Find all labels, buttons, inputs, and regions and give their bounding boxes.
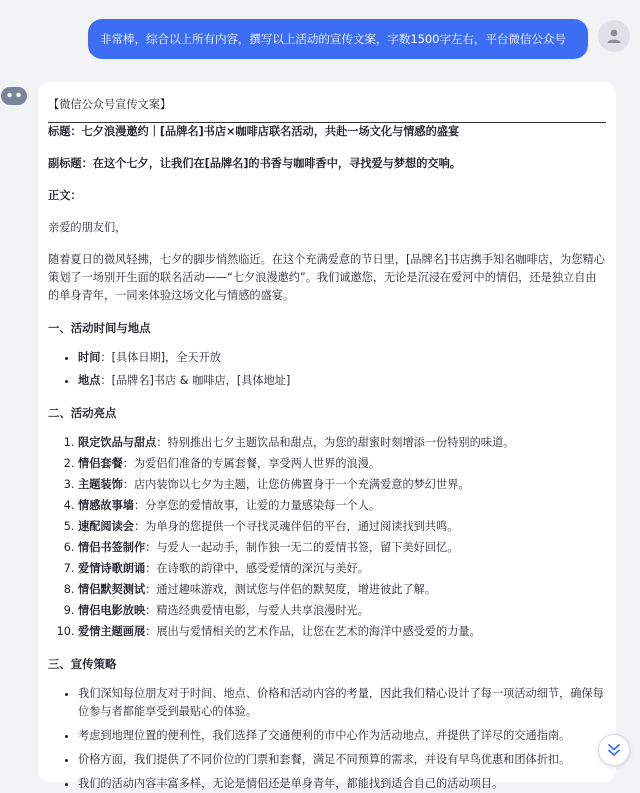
list-item	[78, 602, 606, 620]
item-term: 限定饮品与甜点	[78, 436, 157, 449]
item-text: ：店内装饰以七夕为主题，让您仿佛置身于一个充满爱意的梦幻世界。	[122, 478, 470, 491]
item-term: 爱情主题画展	[78, 625, 146, 638]
item-term: 时间	[78, 351, 101, 364]
body-label: 正文：	[48, 189, 82, 202]
section-heading-highlights: 二、活动亮点	[48, 406, 117, 420]
list-item	[78, 434, 606, 452]
item-text: ：通过趣味游戏，测试您与伴侣的默契度，增进彼此了解。	[145, 583, 437, 596]
title-text: 七夕浪漫邀约｜[品牌名]书店×咖啡店联名活动，共赴一场文化与情感的盛宴	[81, 125, 460, 138]
item-term: 主题装饰	[78, 478, 123, 491]
item-term: 情侣电影放映	[78, 604, 146, 617]
item-text: ：特别推出七夕主题饮品和甜点，为您的甜蜜时刻增添一份特别的味道。	[156, 436, 515, 449]
item-term: 地点	[78, 374, 101, 387]
list-item	[78, 455, 606, 473]
subtitle-text: 在这个七夕，让我们在[品牌名]的书香与咖啡香中，寻找爱与梦想的交响。	[92, 157, 461, 170]
user-message-bubble: 非常棒，综合以上所有内容，撰写以上活动的宣传文案，字数1500字左右，平台微信公众号	[88, 19, 588, 59]
greeting: 亲爱的朋友们，	[48, 221, 127, 234]
scroll-to-bottom-button[interactable]	[598, 734, 630, 766]
bot-avatar	[0, 84, 28, 108]
list-item	[78, 476, 606, 494]
title-prefix: 标题：	[48, 125, 82, 138]
list-item: • 我们的活动内容丰富多样，无论是情侣还是单身青年，都能找到适合自己的活动项目。	[78, 775, 606, 793]
list-item: • 价格方面，我们提供了不同价位的门票和套餐，满足不同预算的需求，并设有早鸟优惠和团体折扣。	[78, 751, 606, 769]
item-term: 情侣默契测试	[78, 583, 146, 596]
list-item	[78, 518, 606, 536]
item-term: 情侣书签制作	[78, 541, 146, 554]
reply-title	[48, 123, 606, 141]
item-term: 速配阅读会	[78, 520, 134, 533]
item-term: 爱情诗歌朗诵	[78, 562, 146, 575]
list-item: • 考虑到地理位置的便利性，我们选择了交通便利的市中心作为活动地点，并提供了详尽的交通指南。	[78, 727, 606, 745]
user-message-row	[0, 16, 640, 64]
subtitle-prefix: 副标题：	[48, 157, 93, 170]
item-text: ：为单身的您提供一个寻找灵魂伴侣的平台，通过阅读找到共鸣。	[133, 520, 459, 533]
list-item	[78, 497, 606, 515]
list-item	[78, 560, 606, 578]
reply-label: 【微信公众号宣传文案】	[48, 96, 606, 123]
item-text: ：与爱人一起动手，制作独一无二的爱情书签，留下美好回忆。	[145, 541, 459, 554]
person-icon	[605, 27, 623, 45]
time-place-list	[48, 349, 606, 390]
user-avatar[interactable]	[598, 20, 630, 52]
section-heading-strategy: 三、宣传策略	[48, 657, 117, 671]
item-term: 情侣套餐	[78, 457, 123, 470]
reply-subtitle	[48, 155, 606, 173]
item-term: 情感故事墙	[78, 499, 134, 512]
item-text: ：在诗歌的韵律中，感受爱情的深沉与美好。	[145, 562, 369, 575]
robot-icon	[0, 84, 28, 108]
intro-paragraph: 随着夏日的微风轻拂，七夕的脚步悄然临近。在这个充满爱意的节日里，[品牌名]书店携手知名咖啡店，为您精心策划了一场别开生面的联名活动——“七夕浪漫邀约”。我们诚邀您，无论是沉浸在爱河中的情侣，还是独立自由的单身青年，一同来体验这场文化与情感的盛宴。	[48, 253, 605, 302]
list-item	[78, 623, 606, 641]
item-text: ：[品牌名]书店 & 咖啡店，[具体地址]	[100, 374, 291, 387]
assistant-reply-card	[38, 82, 616, 790]
strategy-list	[48, 685, 606, 793]
list-item	[78, 581, 606, 599]
list-item: • 我们深知每位朋友对于时间、地点、价格和活动内容的考量，因此我们精心设计了每一项活动细节，确保每位参与者都能享受到最贴心的体验。	[78, 685, 606, 721]
item-text: ：精选经典爱情电影，与爱人共享浪漫时光。	[145, 604, 369, 617]
item-text: ：展出与爱情相关的艺术作品，让您在艺术的海洋中感受爱的力量。	[145, 625, 481, 638]
list-item	[78, 539, 606, 557]
list-item	[78, 349, 606, 367]
section-heading-time-place: 一、活动时间与地点	[48, 321, 151, 335]
list-item	[78, 372, 606, 390]
double-chevron-down-icon	[606, 742, 622, 758]
item-text: ：分享您的爱情故事，让爱的力量感染每一个人。	[133, 499, 381, 512]
highlights-list	[48, 434, 606, 641]
item-text: ：为爱侣们准备的专属套餐，享受两人世界的浪漫。	[122, 457, 381, 470]
item-text: ：[具体日期]，全天开放	[100, 351, 221, 364]
